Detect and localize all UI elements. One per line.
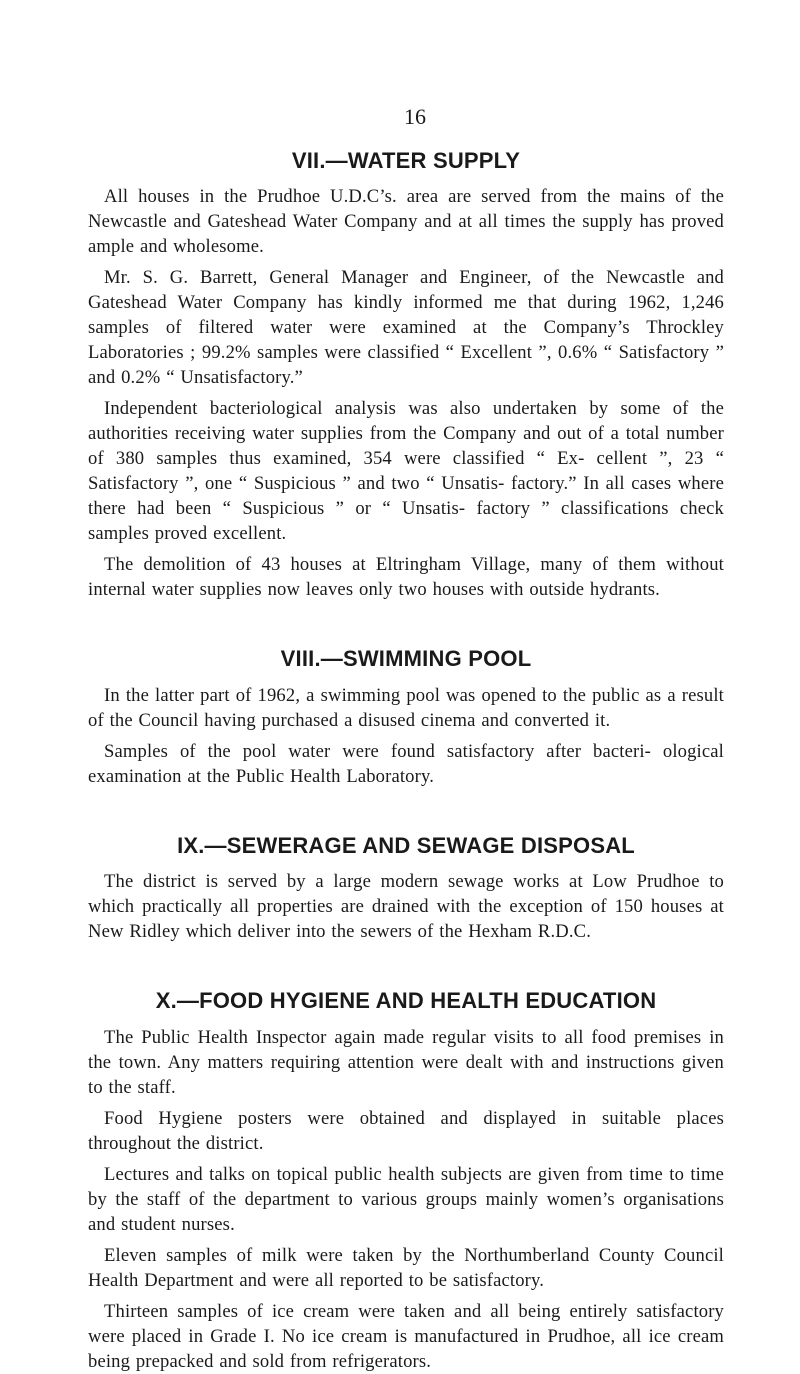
- paragraph: Samples of the pool water were found satisfactory after bacteri- ological examination at the Public Health Laboratory.: [88, 740, 724, 787]
- paragraph: Eleven samples of milk were taken by the Northumberland County Council Health Department and were all reported to be satisfactory.: [88, 1244, 724, 1291]
- section-heading: X.—FOOD HYGIENE AND HEALTH EDUCATION: [155, 988, 657, 1014]
- paragraph: The district is served by a large modern sewage works at Low Prudhoe to which practically all properties are drained with the exception of 150 houses at New Ridley which deliver into the sewers of the Hexham R.D.C.: [88, 871, 724, 943]
- paragraph: Food Hygiene posters were obtained and displayed in suitable places throughout the district.: [88, 1107, 724, 1154]
- paragraph: Mr. S. G. Barrett, General Manager and Engineer, of the Newcastle and Gateshead Water Company has kindly informed me that during 1962, 1,246 samples of filtered water were examined at the Company’s Throckley Laboratories ; 99.2% samples were classified “ Excellent ”, 0.6% “ Satisfactory ” and 0.2% “ Unsatisfactory.”: [88, 267, 724, 389]
- section-heading: VII.—WATER SUPPLY: [291, 148, 521, 173]
- section-sewerage: [88, 833, 724, 944]
- paragraph: The demolition of 43 houses at Eltringham Village, many of them without internal water supplies now leaves only two houses with outside hydrants.: [88, 554, 724, 601]
- paragraph: Lectures and talks on topical public health subjects are given from time to time by the staff of the department to various groups mainly women’s organisations and student nurses.: [88, 1163, 724, 1235]
- paragraph: Thirteen samples of ice cream were taken and all being entirely satisfactory were placed in Grade I. No ice cream is manufactured in Prudhoe, all ice cream being prepacked and sold from refrigerators.: [88, 1300, 724, 1372]
- section-heading: IX.—SEWERAGE AND SEWAGE DISPOSAL: [177, 832, 635, 858]
- paragraph: The Public Health Inspector again made regular visits to all food premises in the town. Any matters requiring attention were dealt with and instructions given to the staff.: [88, 1026, 724, 1098]
- section-water-supply: [88, 148, 724, 602]
- paragraph: All houses in the Prudhoe U.D.C’s. area are served from the mains of the Newcastle and Gateshead Water Company and at all times the supply has proved ample and wholesome.: [88, 186, 724, 258]
- section-food-hygiene: [88, 988, 724, 1373]
- section-swimming-pool: [88, 646, 724, 788]
- section-heading: VIII.—SWIMMING POOL: [280, 646, 532, 672]
- paragraph: Independent bacteriological analysis was also undertaken by some of the authorities receiving water supplies from the Company and out of a total number of 380 samples thus examined, 354 were classified “ Ex- cellent ”, 23 “ Satisfactory ”, one “ Suspicious ” and two “ Unsatis- factory.” In all cases where there had been “ Suspicious ” or “ Unsatis- factory ” classifications check samples proved excellent.: [88, 398, 724, 545]
- paragraph: In the latter part of 1962, a swimming pool was opened to the public as a result of the Council having purchased a disused cinema and converted it.: [88, 684, 724, 731]
- page-number: 16: [404, 104, 426, 129]
